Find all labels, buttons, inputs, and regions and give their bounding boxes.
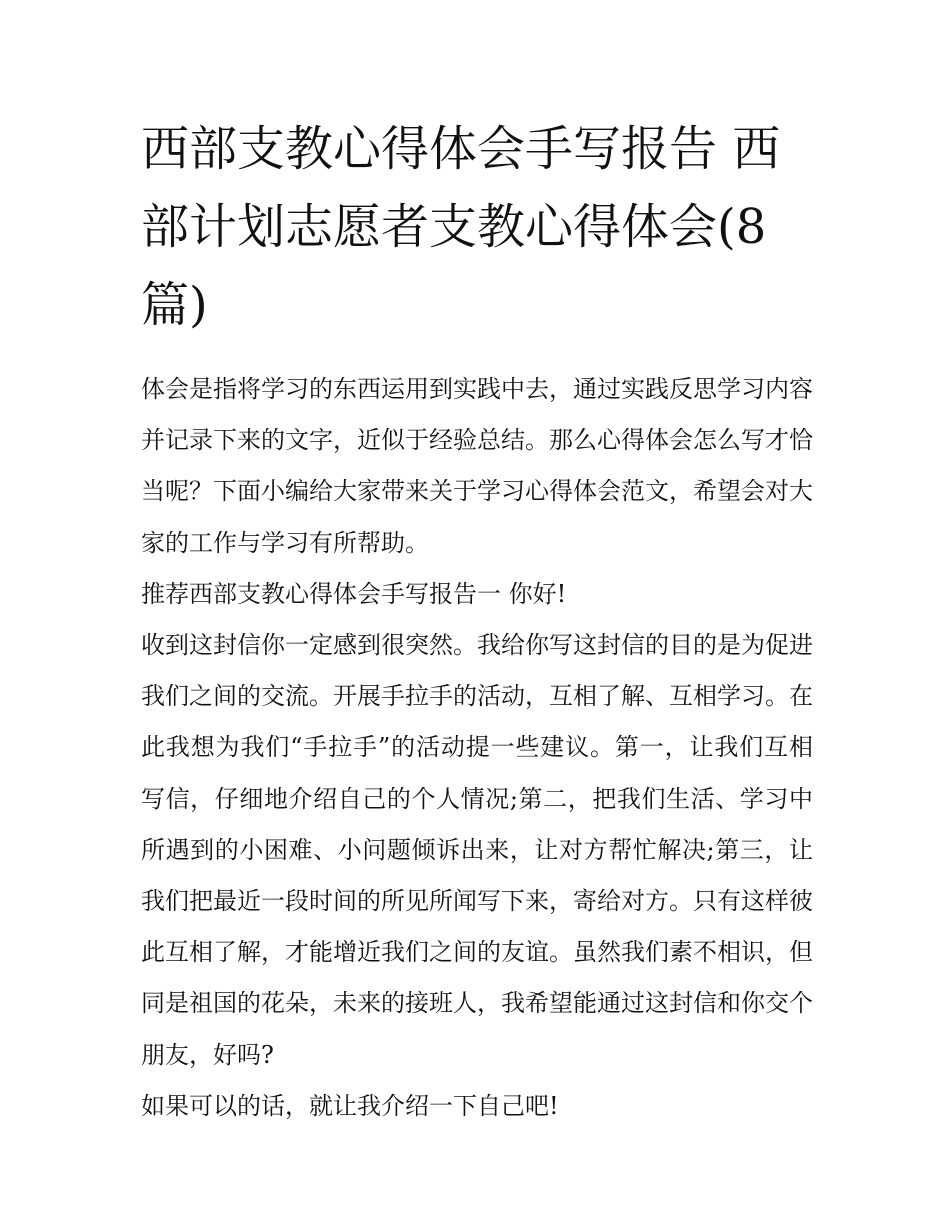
letter-body-paragraph: 收到这封信你一定感到很突然。我给你写这封信的目的是为促进我们之间的交流。开展手拉手的活动，互相了解、互相学习。在此我想为我们“手拉手”的活动提一些建议。第一，让我们互相写信，仔细地介绍自己的个人情况;第二，把我们生活、学习中所遇到的小困难、小问题倾诉出来，让对方帮忙解决;第三，让我们把最近一段时间的所见所闻写下来，寄给对方。只有这样彼此互相了解，才能增近我们之间的友谊。虽然我们素不相识，但同是祖国的花朵，未来的接班人，我希望能通过这封信和你交个朋友，好吗? <box>141 631 813 1069</box>
document-title: 西部支教心得体会手写报告 西部计划志愿者支教心得体会(8篇) <box>141 121 781 333</box>
section-heading-paragraph: 推荐西部支教心得体会手写报告一 你好! <box>141 579 567 608</box>
closing-paragraph: 如果可以的话，就让我介绍一下自己吧! <box>141 1091 559 1120</box>
intro-paragraph: 体会是指将学习的东西运用到实践中去，通过实践反思学习内容并记录下来的文字，近似于经验总结。那么心得体会怎么写才恰当呢？下面小编给大家带来关于学习心得体会范文，希望会对大家的工作与学习有所帮助。 <box>141 375 813 557</box>
document-body <box>141 110 813 1132</box>
